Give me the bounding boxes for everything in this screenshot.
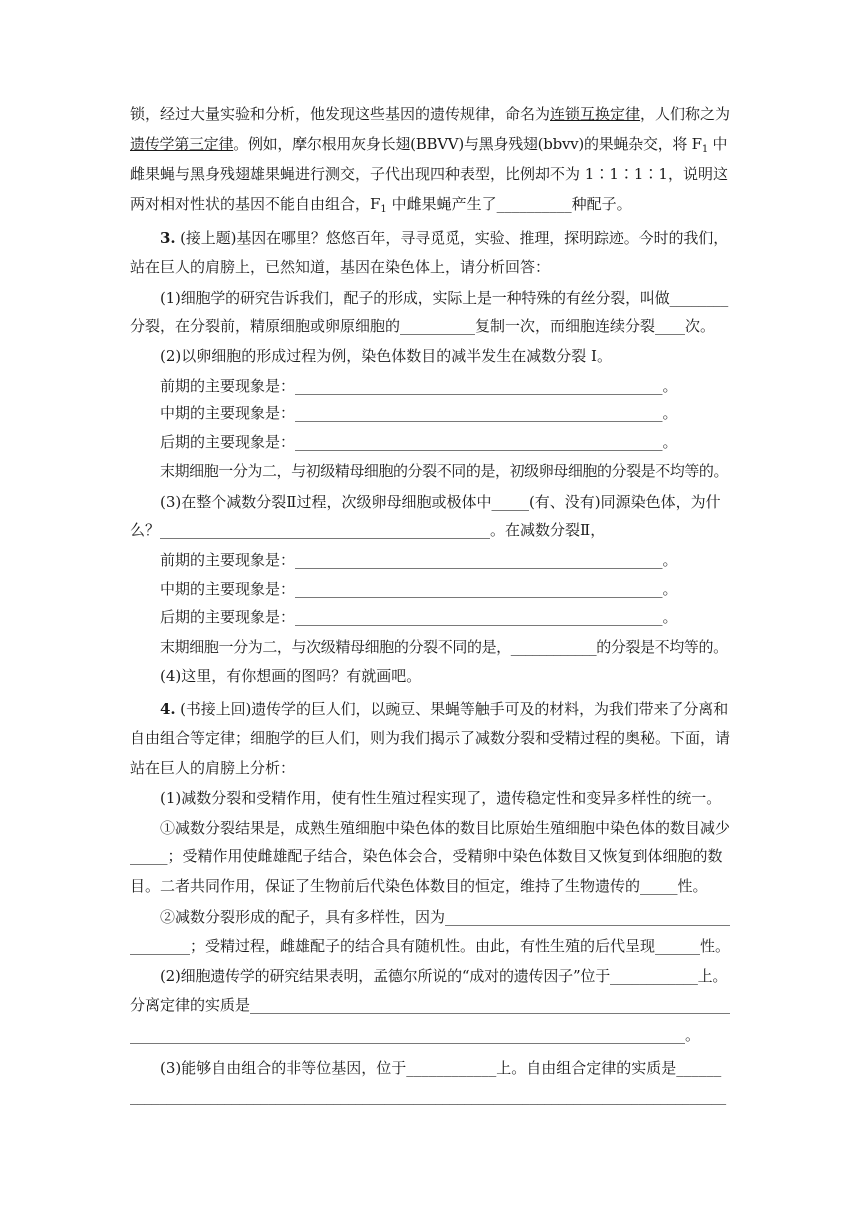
- q3-part2-prophase: 前期的主要现象是：_________________________________________________。: [160, 377, 678, 395]
- q4-part1b-line-1: ②减数分裂形成的配子，具有多样性，因为______________________________________: [160, 908, 731, 926]
- q4-line-3: 站在巨人的肩膀上分析：: [130, 759, 296, 777]
- q3-part1-line-2: 分裂，在分裂前，精原细胞或卵原细胞的__________复制一次，而细胞连续分裂____次。: [130, 317, 716, 335]
- q3-part1-line-1: (1)细胞学的研究告诉我们，配子的形成，实际上是一种特殊的有丝分裂，叫做________: [160, 289, 729, 307]
- q4-part1a-line-2: _____；受精作用使雌雄配子结合，染色体会合，受精卵中染色体数目又恢复到体细胞的数: [130, 847, 723, 865]
- intro-text: 中雌果蝇产生了__________种配子。: [386, 195, 632, 213]
- q4-part2-line-3: __________________________________________________________________________。: [130, 1026, 701, 1044]
- q3-part2-telophase: 末期细胞一分为二，与初级精母细胞的分裂不同的是，初级卵母细胞的分裂是不均等的。: [160, 462, 729, 480]
- q4-part1a-line-3: 目。二者共同作用，保证了生物前后代染色体数目的恒定，维持了生物遗传的_____性。: [130, 877, 708, 895]
- q4-part2-line-2: 分离定律的实质是________________________________________________________________: [130, 996, 731, 1014]
- question-text: (接上题)基因在哪里？悠悠百年，寻寻觅觅，实验、推理，探明踪迹。今时的我们，: [175, 229, 729, 247]
- q3-part3-line-1: (3)在整个减数分裂Ⅱ过程，次级卵母细胞或极体中_____(有、没有)同源染色体，为什: [160, 493, 721, 511]
- q3-line-2: 站在巨人的肩膀上，已然知道，基因在染色体上，请分析回答：: [130, 258, 551, 276]
- q3-line-1: [160, 228, 730, 248]
- q4-line-1: [160, 699, 730, 719]
- q3-part4: (4)这里，有你想画的图吗？有就画吧。: [160, 667, 422, 685]
- intro-line-2: [130, 134, 730, 154]
- q4-part3-line-2: __________________________________________________________________________________: [130, 1087, 726, 1105]
- intro-text: 两对相对性状的基因不能自由组合，F: [130, 195, 381, 213]
- subscript: 1: [380, 204, 387, 215]
- intro-line-4: [130, 194, 730, 214]
- q4-line-2: 自由组合等定律；细胞学的巨人们，则为我们揭示了减数分裂和受精过程的奥秘。下面，请: [130, 729, 731, 747]
- q3-part2-intro: (2)以卵细胞的形成过程为例，染色体数目的减半发生在减数分裂 I。: [160, 347, 612, 365]
- q3-part3-metaphase: 中期的主要现象是：_________________________________________________。: [160, 580, 678, 598]
- q3-part3-anaphase: 后期的主要现象是：_________________________________________________。: [160, 608, 678, 626]
- intro-text: 中: [707, 135, 728, 153]
- q4-part1a-line-1: ①减数分裂结果是，成熟生殖细胞中染色体的数目比原始生殖细胞中染色体的数目减少: [160, 819, 731, 837]
- q4-part3-line-1: (3)能够自由组合的非等位基因，位于____________上。自由组合定律的实质是______: [160, 1059, 722, 1077]
- question-text: (书接上回)遗传学的巨人们，以豌豆、果蝇等触手可及的材料，为我们带来了分离和: [175, 700, 729, 718]
- q4-part1-line-1: (1)减数分裂和受精作用，使有性生殖过程实现了，遗传稳定性和变异多样性的统一。: [160, 789, 722, 807]
- q3-part2-metaphase: 中期的主要现象是：_________________________________________________。: [160, 404, 678, 422]
- intro-line-1: [130, 104, 730, 124]
- law-term-third-law: 遗传学第三定律: [130, 135, 234, 153]
- question-number: 3.: [160, 229, 176, 247]
- q3-part3-prophase: 前期的主要现象是：_________________________________________________。: [160, 551, 678, 569]
- intro-text: ，人们称之为: [640, 105, 731, 123]
- intro-line-3: 雌果蝇与黑身残翅雄果蝇进行测交，子代出现四种表型，比例却不为 1∶1∶1∶1，说明这: [130, 165, 728, 183]
- intro-text: 。例如，摩尔根用灰身长翅(BBVV)与黑身残翅(bbvv)的果蝇杂交，将 F: [233, 135, 702, 153]
- q4-part1b-line-2: ________；受精过程，雌雄配子的结合具有随机性。由此，有性生殖的后代呈现______性。: [130, 937, 731, 955]
- question-number: 4.: [160, 700, 176, 718]
- q4-part2-line-1: (2)细胞遗传学的研究结果表明，孟德尔所说的“成对的遗传因子”位于____________上。: [160, 967, 728, 985]
- subscript: 1: [701, 144, 708, 155]
- intro-text: 锁，经过大量实验和分析，他发现这些基因的遗传规律，命名为: [130, 105, 551, 123]
- q3-part3-line-2: 么？____________________________________________。在减数分裂Ⅱ，: [130, 521, 606, 539]
- q3-part2-anaphase: 后期的主要现象是：_________________________________________________。: [160, 433, 678, 451]
- law-term-linkage: 连锁互换定律: [550, 105, 641, 123]
- q3-part3-telophase: 末期细胞一分为二，与次级精母细胞的分裂不同的是，____________的分裂是不均等的。: [160, 638, 728, 656]
